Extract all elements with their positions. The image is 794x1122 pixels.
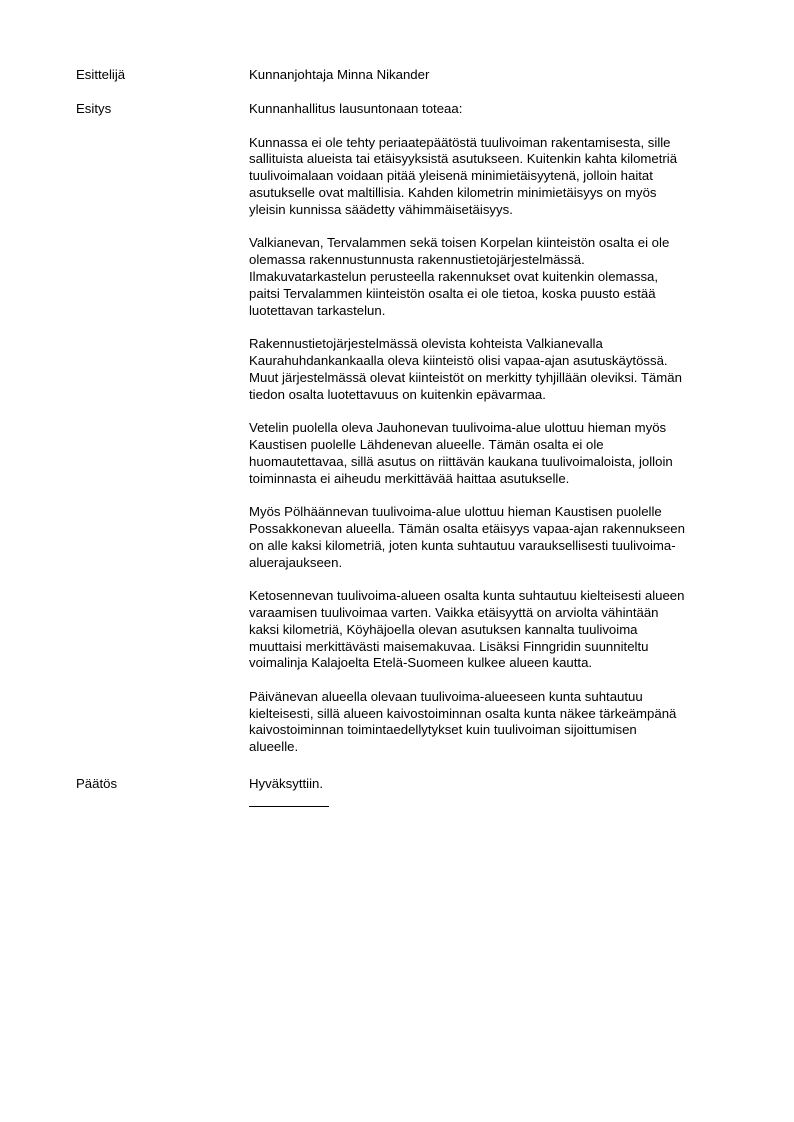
text-line: Kaurahuhdankankaalla oleva kiinteistö olisi vapaa-ajan asutuskäytössä. [249,352,668,368]
presenter-value: Kunnanjohtaja Minna Nikander [249,67,430,82]
proposal-label: Esitys [76,101,112,116]
text-line: on alle kaksi kilometriä, joten kunta suhtautuu varauksellisesti tuulivoima- [249,537,676,553]
text-line: varaamisen tuulivoimaa varten. Vaikka etäisyyttä on arviolta vähintään [249,604,659,620]
presenter-label: Esittelijä [76,67,126,82]
text-line: kaivostoiminnan toimintaedellytykset kuin tuulivoiman sijoittumisen [249,722,637,738]
text-line: kielteisesti, sillä alueen kaivostoiminnan osalta kunta näkee tärkeämpänä [249,705,677,721]
end-divider-line [249,806,329,807]
text-line: sallituista alueista tai etäisyyksistä asutukseen. Kuitenkin kahta kilometriä [249,151,678,167]
text-line: Valkianevan, Tervalammen sekä toisen Korpelan kiinteistön osalta ei ole [249,235,670,251]
text-line: luotettavan tarkastelun. [249,302,386,318]
proposal-paragraph-6 [249,588,739,672]
text-line: tuulivoimalaan voidaan pitää yleisenä minimietäisyytenä, jolloin haitat [249,168,653,184]
text-line: Päivänevan alueella olevaan tuulivoima-alueeseen kunta suhtautuu [249,688,643,704]
proposal-paragraph-1 [249,135,739,219]
text-line: Kunnassa ei ole tehty periaatepäätöstä tuulivoiman rakentamisesta, sille [249,134,671,150]
text-line: Kaustisen puolelle Lähdenevan alueelle. Tämän osalta ei ole [249,436,604,452]
proposal-intro: Kunnanhallitus lausuntonaan toteaa: [249,101,463,116]
text-line: yleisin kunnissa säädetty vähimmäisetäisyys. [249,201,513,217]
text-line: asutukselle ovat maltillisia. Kahden kilometrin minimietäisyys on myös [249,184,657,200]
text-line: Myös Pölhäännevan tuulivoima-alue ulottuu hieman Kaustisen puolelle [249,504,662,520]
proposal-paragraph-4 [249,420,739,487]
text-line: Rakennustietojärjestelmässä olevista kohteista Valkianevalla [249,336,603,352]
decision-value: Hyväksyttiin. [249,776,324,791]
text-line: alueelle. [249,739,299,755]
text-line: huomautettavaa, sillä asutus on riittävän kaukana tuulivoimaloista, jolloin [249,453,673,469]
text-line: Vetelin puolella oleva Jauhonevan tuulivoima-alue ulottuu hieman myös [249,420,667,436]
text-line: Possakkonevan alueella. Tämän osalta etäisyys vapaa-ajan rakennukseen [249,520,685,536]
text-line: Ilmakuvatarkastelun perusteella rakennukset ovat kuitenkin olemassa, [249,268,659,284]
text-line: aluerajaukseen. [249,554,343,570]
proposal-paragraph-7 [249,689,739,756]
text-line: olemassa rakennustunnusta rakennustietojärjestelmässä. [249,252,585,268]
text-line: paitsi Tervalammen kiinteistön osalta ei ole tietoa, koska puusto estää [249,285,656,301]
proposal-paragraph-5 [249,504,739,571]
text-line: voimalinja Kalajoelta Etelä-Suomeen kulkee alueen kautta. [249,655,593,671]
text-line: Ketosennevan tuulivoima-alueen osalta kunta suhtautuu kielteisesti alueen [249,588,685,604]
text-line: toiminnasta ei aiheudu merkittävää haittaa asutukselle. [249,470,570,486]
text-line: Muut järjestelmässä olevat kiinteistöt on merkitty tyhjillään oleviksi. Tämän [249,369,682,385]
proposal-paragraph-2 [249,235,739,319]
proposal-content [249,101,739,756]
text-line: tiedon osalta luotettavuus on kuitenkin epävarmaa. [249,386,546,402]
text-line: muuttaisi merkittävästi maisemakuvaa. Lisäksi Finngridin suunniteltu [249,638,649,654]
proposal-paragraph-3 [249,336,739,403]
text-line: kaksi kilometriä, Köyhäjoella olevan asutuksen kannalta tuulivoima [249,621,638,637]
decision-label: Päätös [76,776,118,791]
